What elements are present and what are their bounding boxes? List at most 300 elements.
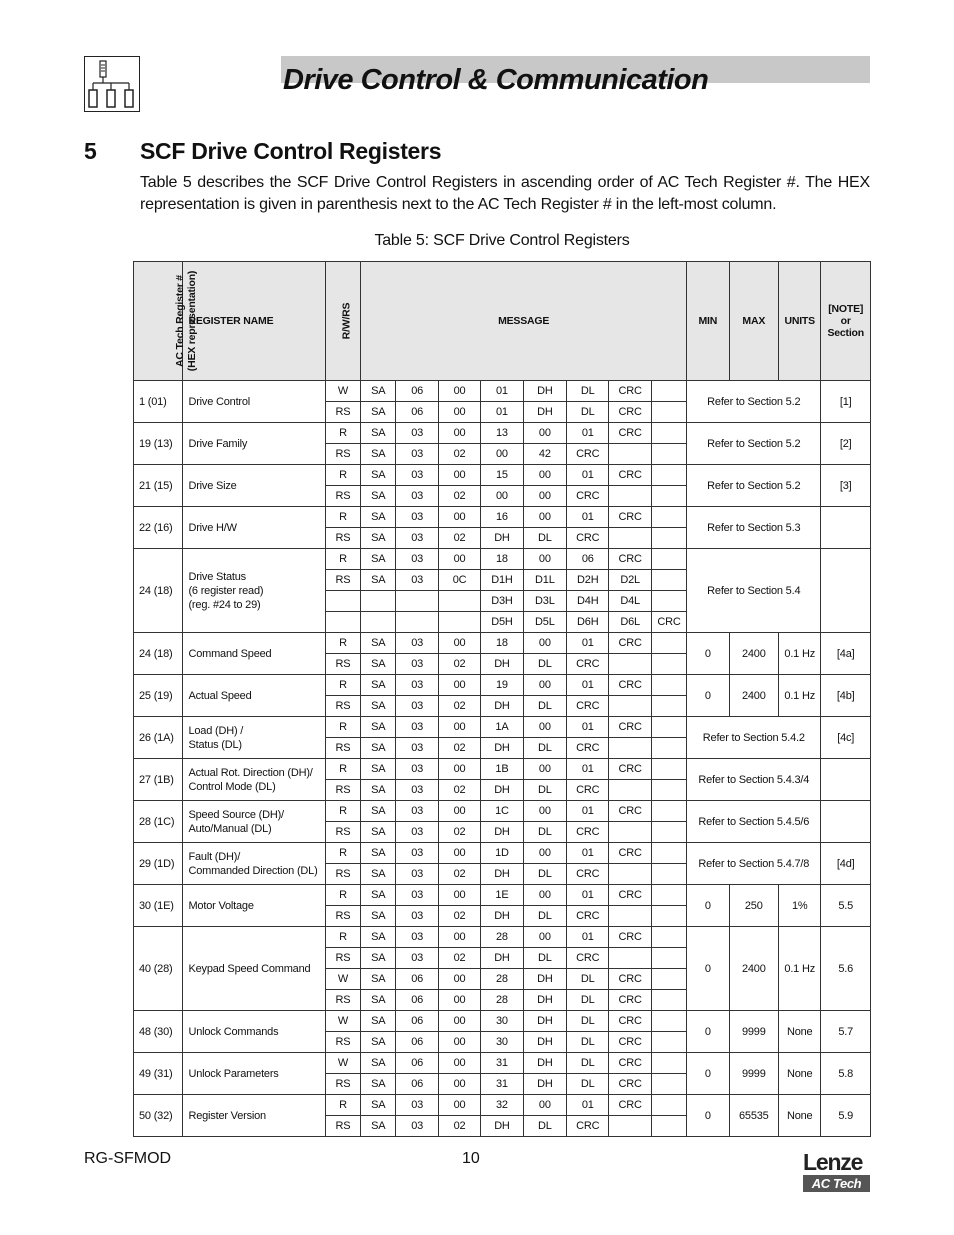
register-name-line: Auto/Manual (DL) (188, 822, 272, 835)
message-cell: 01 (567, 843, 609, 864)
message-cell: 01 (567, 423, 609, 444)
register-number: 25 (19) (134, 675, 183, 717)
rw-cell: RS (325, 948, 360, 969)
message-cell (396, 591, 438, 612)
message-cell: 00 (438, 843, 480, 864)
units-cell: 0.1 Hz (779, 927, 821, 1011)
message-cell: 42 (523, 444, 566, 465)
message-cell: SA (361, 906, 396, 927)
message-cell (651, 780, 686, 801)
note-cell (821, 549, 871, 633)
lenze-logo (803, 1150, 870, 1192)
rw-cell: R (325, 843, 360, 864)
message-cell: 1D (481, 843, 523, 864)
message-cell: D2H (567, 570, 609, 591)
rw-cell: RS (325, 444, 360, 465)
message-cell: D4L (609, 591, 651, 612)
message-cell (651, 675, 686, 696)
message-cell: D3L (523, 591, 566, 612)
rw-cell: R (325, 507, 360, 528)
rw-cell: RS (325, 822, 360, 843)
rw-cell: W (325, 1053, 360, 1074)
message-cell: 03 (396, 444, 438, 465)
message-cell: 03 (396, 654, 438, 675)
rw-cell: RS (325, 780, 360, 801)
message-cell (651, 885, 686, 906)
rw-cell: RS (325, 570, 360, 591)
message-cell: 00 (523, 885, 566, 906)
message-cell (651, 423, 686, 444)
message-cell: DH (481, 528, 523, 549)
message-cell: 00 (438, 465, 480, 486)
message-cell: 01 (567, 507, 609, 528)
message-cell: 00 (523, 801, 566, 822)
note-cell: [4a] (821, 633, 871, 675)
header-reg-line2: (HEX representation) (186, 270, 199, 372)
note-cell (821, 801, 871, 843)
register-name-line: Load (DH) / (188, 724, 244, 737)
register-name (183, 423, 325, 465)
registers-table (133, 261, 871, 1137)
register-name (183, 675, 325, 717)
message-cell: D2L (609, 570, 651, 591)
register-name-line: Unlock Commands (188, 1025, 279, 1038)
message-cell (609, 738, 651, 759)
message-cell: 06 (396, 1032, 438, 1053)
min-cell: 0 (687, 1053, 729, 1095)
message-cell: 03 (396, 507, 438, 528)
message-cell: CRC (609, 381, 651, 402)
units-cell: 0.1 Hz (779, 675, 821, 717)
message-cell: 02 (438, 696, 480, 717)
table-row (134, 801, 871, 822)
register-name-line: Unlock Parameters (188, 1067, 279, 1080)
message-cell: 02 (438, 822, 480, 843)
message-cell (651, 1074, 686, 1095)
message-cell (651, 402, 686, 423)
logo-sub: AC Tech (803, 1175, 870, 1192)
register-name-line: Speed Source (DH)/ (188, 808, 284, 821)
message-cell (651, 654, 686, 675)
refer-cell: Refer to Section 5.2 (687, 423, 821, 465)
message-cell: 01 (481, 381, 523, 402)
message-cell: 03 (396, 927, 438, 948)
message-cell: DH (523, 990, 566, 1011)
table-row (134, 465, 871, 486)
message-cell (651, 528, 686, 549)
max-cell: 9999 (729, 1011, 778, 1053)
table-caption: Table 5: SCF Drive Control Registers (374, 232, 630, 249)
message-cell (651, 444, 686, 465)
message-cell (361, 612, 396, 633)
message-cell (651, 1032, 686, 1053)
register-name-line: Status (DL) (188, 738, 242, 751)
register-name-line: Command Speed (188, 647, 272, 660)
message-cell: 00 (438, 1032, 480, 1053)
message-cell: DL (567, 1011, 609, 1032)
register-name (183, 633, 325, 675)
note-cell (821, 759, 871, 801)
message-cell: 03 (396, 885, 438, 906)
register-number: 40 (28) (134, 927, 183, 1011)
message-cell: 00 (438, 759, 480, 780)
message-cell: SA (361, 549, 396, 570)
message-cell: CRC (609, 1011, 651, 1032)
message-cell: 1E (481, 885, 523, 906)
refer-cell: Refer to Section 5.4 (687, 549, 821, 633)
note-cell: [4c] (821, 717, 871, 759)
message-cell: CRC (609, 675, 651, 696)
message-cell (651, 822, 686, 843)
max-cell: 9999 (729, 1053, 778, 1095)
message-cell (651, 549, 686, 570)
min-cell: 0 (687, 1095, 729, 1137)
message-cell (609, 444, 651, 465)
message-cell: DH (523, 402, 566, 423)
message-cell (361, 591, 396, 612)
message-cell: DL (567, 1074, 609, 1095)
message-cell: 00 (523, 927, 566, 948)
max-cell: 2400 (729, 633, 778, 675)
register-name (183, 1053, 325, 1095)
message-cell: 19 (481, 675, 523, 696)
message-cell: D1L (523, 570, 566, 591)
message-cell: DL (523, 948, 566, 969)
register-name-line: Actual Rot. Direction (DH)/ (188, 766, 313, 779)
register-name-line: Drive H/W (188, 521, 237, 534)
message-cell: DH (523, 1011, 566, 1032)
message-cell: 03 (396, 675, 438, 696)
message-cell: CRC (609, 423, 651, 444)
header-max: MAX (729, 262, 778, 381)
message-cell: SA (361, 990, 396, 1011)
message-cell: 00 (438, 927, 480, 948)
message-cell: 02 (438, 528, 480, 549)
message-cell: CRC (609, 1074, 651, 1095)
message-cell: 00 (523, 633, 566, 654)
message-cell (651, 591, 686, 612)
rw-cell: RS (325, 738, 360, 759)
header-register-number (134, 262, 199, 381)
message-cell: DH (481, 780, 523, 801)
message-cell: 02 (438, 444, 480, 465)
message-cell: 02 (438, 780, 480, 801)
message-cell (651, 1095, 686, 1116)
table-row (134, 759, 871, 780)
note-cell: 5.8 (821, 1053, 871, 1095)
header-note-line3: Section (827, 327, 864, 339)
message-cell: DH (481, 696, 523, 717)
message-cell: 01 (567, 927, 609, 948)
message-cell: DH (481, 1116, 523, 1137)
register-name (183, 759, 325, 801)
message-cell: D6H (567, 612, 609, 633)
message-cell (651, 906, 686, 927)
message-cell: SA (361, 507, 396, 528)
refer-cell: Refer to Section 5.4.3/4 (687, 759, 821, 801)
message-cell: DL (523, 654, 566, 675)
register-name-line: Control Mode (DL) (188, 780, 276, 793)
refer-cell: Refer to Section 5.2 (687, 381, 821, 423)
refer-cell: Refer to Section 5.3 (687, 507, 821, 549)
message-cell: 03 (396, 906, 438, 927)
message-cell: 15 (481, 465, 523, 486)
message-cell: SA (361, 486, 396, 507)
message-cell: 00 (438, 423, 480, 444)
message-cell: DH (481, 654, 523, 675)
register-number: 19 (13) (134, 423, 183, 465)
message-cell: 02 (438, 906, 480, 927)
message-cell: DH (481, 822, 523, 843)
message-cell: SA (361, 654, 396, 675)
table-row (134, 717, 871, 738)
message-cell (651, 381, 686, 402)
message-cell (651, 990, 686, 1011)
message-cell: CRC (609, 927, 651, 948)
header-rw (325, 262, 360, 381)
register-name-line: Keypad Speed Command (188, 962, 311, 975)
header-note (821, 262, 871, 381)
message-cell: SA (361, 948, 396, 969)
message-cell: 03 (396, 780, 438, 801)
message-cell: CRC (609, 759, 651, 780)
message-cell: DH (523, 1053, 566, 1074)
header-note-line2: or (840, 315, 851, 327)
message-cell: 00 (438, 717, 480, 738)
rw-cell: RS (325, 990, 360, 1011)
register-name (183, 717, 325, 759)
message-cell: DL (523, 696, 566, 717)
message-cell (651, 738, 686, 759)
message-cell: SA (361, 402, 396, 423)
register-number: 50 (32) (134, 1095, 183, 1137)
message-cell: 00 (438, 402, 480, 423)
message-cell (651, 969, 686, 990)
message-cell (651, 486, 686, 507)
message-cell (438, 591, 480, 612)
message-cell (651, 1011, 686, 1032)
message-cell: CRC (609, 1053, 651, 1074)
message-cell: DL (567, 1053, 609, 1074)
rw-cell: RS (325, 1116, 360, 1137)
message-cell (651, 1116, 686, 1137)
message-cell: SA (361, 423, 396, 444)
message-cell: 00 (481, 486, 523, 507)
message-cell: 01 (481, 402, 523, 423)
message-cell: SA (361, 780, 396, 801)
message-cell: 18 (481, 549, 523, 570)
message-cell: 03 (396, 843, 438, 864)
message-cell: SA (361, 738, 396, 759)
message-cell: DL (523, 528, 566, 549)
units-cell: None (779, 1095, 821, 1137)
message-cell: 13 (481, 423, 523, 444)
message-cell: 03 (396, 486, 438, 507)
message-cell: DL (567, 969, 609, 990)
note-cell: 5.6 (821, 927, 871, 1011)
units-cell: 1% (779, 885, 821, 927)
rw-cell: R (325, 1095, 360, 1116)
message-cell: 00 (438, 1095, 480, 1116)
register-number: 1 (01) (134, 381, 183, 423)
message-cell: CRC (609, 402, 651, 423)
message-cell: CRC (567, 864, 609, 885)
message-cell: SA (361, 969, 396, 990)
message-cell (609, 906, 651, 927)
message-cell: CRC (609, 885, 651, 906)
register-name-line: Motor Voltage (188, 899, 254, 912)
table-row (134, 1053, 871, 1074)
message-cell: CRC (567, 654, 609, 675)
message-cell: 01 (567, 801, 609, 822)
message-cell: DL (567, 990, 609, 1011)
message-cell: 06 (396, 990, 438, 1011)
message-cell: 03 (396, 528, 438, 549)
message-cell: SA (361, 1095, 396, 1116)
message-cell: SA (361, 1011, 396, 1032)
rw-cell (325, 591, 360, 612)
rw-cell (325, 612, 360, 633)
header-note-line1: [NOTE] (828, 303, 864, 315)
message-cell: 32 (481, 1095, 523, 1116)
message-cell: 00 (523, 843, 566, 864)
message-cell: 00 (523, 549, 566, 570)
units-cell: 0.1 Hz (779, 633, 821, 675)
message-cell: 03 (396, 1095, 438, 1116)
register-number: 21 (15) (134, 465, 183, 507)
message-cell: 00 (523, 465, 566, 486)
register-name (183, 843, 325, 885)
message-cell: 02 (438, 654, 480, 675)
message-cell: 03 (396, 423, 438, 444)
message-cell: 00 (523, 1095, 566, 1116)
logo-word: Lenze (803, 1149, 863, 1175)
message-cell (609, 654, 651, 675)
message-cell: 00 (438, 549, 480, 570)
message-cell: SA (361, 885, 396, 906)
message-cell: CRC (609, 549, 651, 570)
message-cell: SA (361, 444, 396, 465)
message-cell: DL (523, 1116, 566, 1137)
message-cell: 00 (523, 507, 566, 528)
note-cell (821, 507, 871, 549)
message-cell: 06 (396, 402, 438, 423)
message-cell: 00 (438, 1011, 480, 1032)
message-cell: 03 (396, 822, 438, 843)
message-cell: DL (523, 864, 566, 885)
rw-cell: W (325, 381, 360, 402)
message-cell: 30 (481, 1011, 523, 1032)
message-cell: 00 (438, 381, 480, 402)
page-header-title: Drive Control & Communication (283, 64, 709, 96)
message-cell: 03 (396, 738, 438, 759)
register-name (183, 549, 325, 633)
register-number: 28 (1C) (134, 801, 183, 843)
message-cell: D1H (481, 570, 523, 591)
message-cell: 00 (481, 444, 523, 465)
message-cell: SA (361, 1116, 396, 1137)
max-cell: 2400 (729, 675, 778, 717)
register-number: 30 (1E) (134, 885, 183, 927)
message-cell: 00 (438, 801, 480, 822)
message-cell: CRC (609, 1095, 651, 1116)
register-number: 26 (1A) (134, 717, 183, 759)
message-cell: 03 (396, 570, 438, 591)
message-cell: 00 (438, 969, 480, 990)
message-cell (651, 570, 686, 591)
rw-cell: R (325, 885, 360, 906)
message-cell: CRC (567, 822, 609, 843)
units-cell: None (779, 1053, 821, 1095)
message-cell: CRC (567, 906, 609, 927)
message-cell: 00 (438, 507, 480, 528)
message-cell: CRC (567, 780, 609, 801)
header-min: MIN (687, 262, 729, 381)
rw-cell: R (325, 759, 360, 780)
message-cell: 1C (481, 801, 523, 822)
message-cell: SA (361, 675, 396, 696)
max-cell: 250 (729, 885, 778, 927)
register-number: 24 (18) (134, 633, 183, 675)
rw-cell: R (325, 675, 360, 696)
message-cell: SA (361, 465, 396, 486)
message-cell: 02 (438, 738, 480, 759)
message-cell: CRC (567, 444, 609, 465)
message-cell (609, 1116, 651, 1137)
register-number: 29 (1D) (134, 843, 183, 885)
message-cell: 03 (396, 801, 438, 822)
message-cell: SA (361, 843, 396, 864)
rw-cell: RS (325, 486, 360, 507)
register-name-line: Drive Size (188, 479, 237, 492)
message-cell: 00 (438, 885, 480, 906)
register-name (183, 927, 325, 1011)
message-cell: CRC (609, 969, 651, 990)
max-cell: 65535 (729, 1095, 778, 1137)
rw-cell: R (325, 549, 360, 570)
register-number: 49 (31) (134, 1053, 183, 1095)
message-cell: 02 (438, 1116, 480, 1137)
message-cell: 06 (396, 969, 438, 990)
message-cell: SA (361, 570, 396, 591)
rw-cell: RS (325, 528, 360, 549)
register-name (183, 465, 325, 507)
rw-cell: R (325, 927, 360, 948)
table-header-row (134, 262, 871, 381)
min-cell: 0 (687, 885, 729, 927)
message-cell: DL (567, 381, 609, 402)
message-cell (438, 612, 480, 633)
message-cell: SA (361, 1032, 396, 1053)
message-cell: 01 (567, 1095, 609, 1116)
register-name-line: (reg. #24 to 29) (188, 598, 261, 611)
refer-cell: Refer to Section 5.4.5/6 (687, 801, 821, 843)
message-cell (609, 864, 651, 885)
message-cell: CRC (609, 465, 651, 486)
rw-cell: RS (325, 864, 360, 885)
network-icon (84, 56, 140, 112)
register-name-line: Drive Control (188, 395, 251, 408)
message-cell: 0C (438, 570, 480, 591)
message-cell: 18 (481, 633, 523, 654)
message-cell: SA (361, 759, 396, 780)
message-cell: CRC (609, 717, 651, 738)
rw-cell: W (325, 1011, 360, 1032)
message-cell: 03 (396, 948, 438, 969)
message-cell: 06 (396, 1011, 438, 1032)
register-number: 48 (30) (134, 1011, 183, 1053)
rw-cell: RS (325, 1074, 360, 1095)
